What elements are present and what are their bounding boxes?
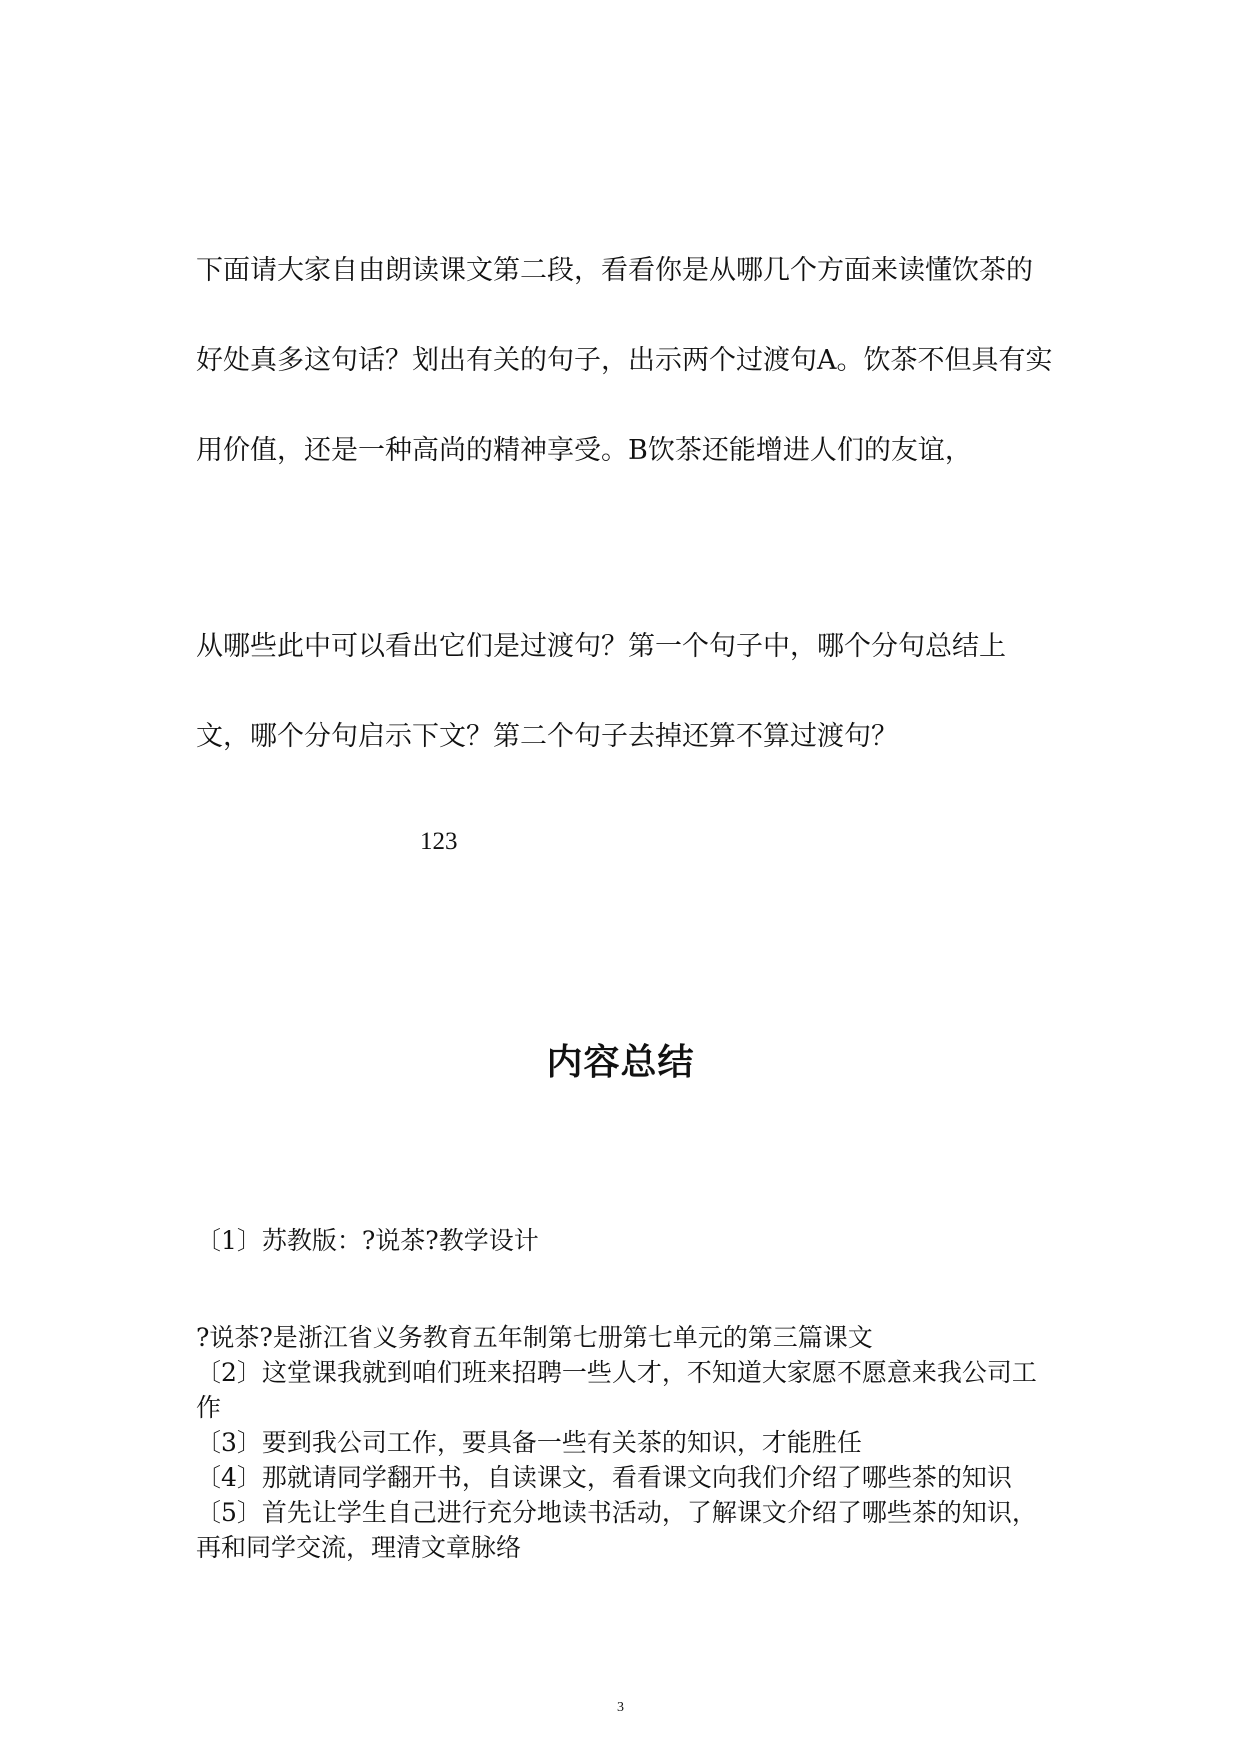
body-paragraph-2: 从哪些此中可以看出它们是过渡句？第一个句子中，哪个分句总结上文，哪个分句启示下文？第二个句子去掉还算不算过渡句？	[196, 631, 1006, 752]
summary-item: 〔4〕那就请同学翻开书，自读课文，看看课文向我们介绍了哪些茶的知识	[196, 1463, 1012, 1492]
summary-item-1: 〔1〕苏教版：?说茶?教学设计	[196, 1226, 539, 1255]
summary-list	[196, 1320, 1056, 1565]
summary-item: 〔5〕首先让学生自己进行充分地读书活动，了解课文介绍了哪些茶的知识，再和同学交流，理清文章脉络	[196, 1498, 1037, 1562]
number-line: 123	[420, 828, 458, 855]
summary-item: 〔3〕要到我公司工作，要具备一些有关茶的知识，才能胜任	[196, 1428, 862, 1457]
summary-item: ?说茶?是浙江省义务教育五年制第七册第七单元的第三篇课文	[196, 1323, 873, 1352]
page-number: 3	[617, 1700, 624, 1715]
body-paragraph-1: 下面请大家自由朗读课文第二段，看看你是从哪几个方面来读懂饮茶的好处真多这句话？划出有关的句子，出示两个过渡句A。饮茶不但具有实用价值，还是一种高尚的精神享受。B饮茶还能增进人们的友谊，	[196, 255, 1053, 466]
section-title: 内容总结	[546, 1042, 695, 1083]
summary-item: 〔2〕这堂课我就到咱们班来招聘一些人才，不知道大家愿不愿意来我公司工作	[196, 1358, 1037, 1422]
